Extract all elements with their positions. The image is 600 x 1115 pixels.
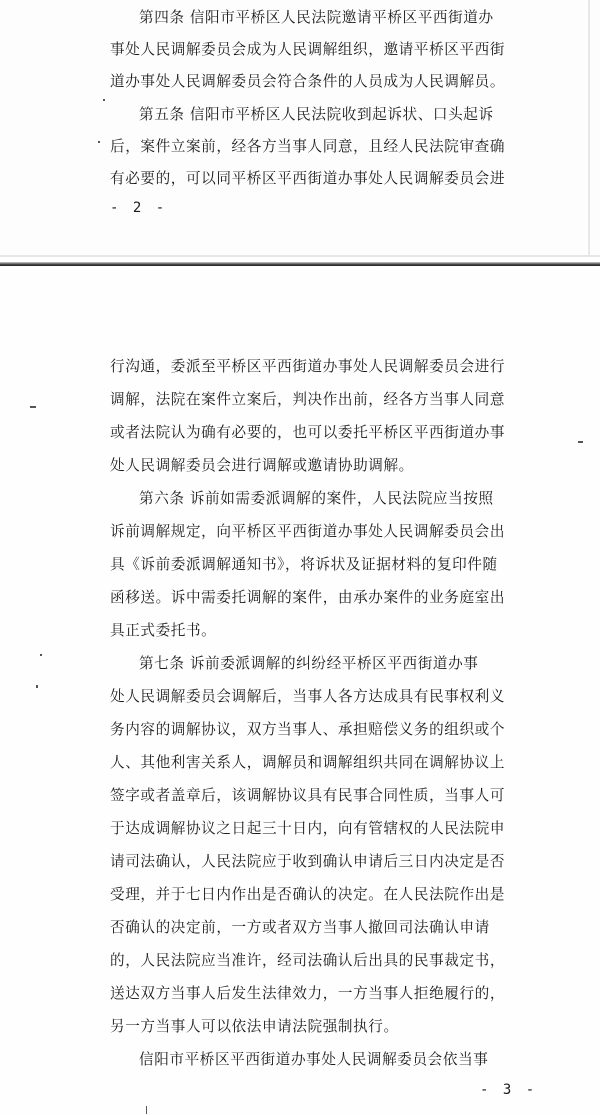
text-line: 受理，并于七日内作出是否确认的决定。在人民法院作出是 bbox=[110, 886, 506, 903]
text-line: 具《诉前委派调解通知书》，将诉状及证据材料的复印件随 bbox=[110, 556, 498, 573]
page-3-body bbox=[110, 350, 532, 1076]
page-separator bbox=[0, 255, 600, 266]
text-line: 后，案件立案前，经各方当事人同意，且经人民法院审查确 bbox=[110, 137, 506, 155]
text-line: 处人民调解委员会进行调解或邀请协助调解。 bbox=[110, 457, 414, 474]
document-page-3 bbox=[0, 266, 600, 1115]
page-2-body bbox=[110, 2, 532, 195]
text-line: 事处人民调解委员会成为人民调解组织，邀请平桥区平西街 bbox=[110, 41, 506, 59]
text-line: 调解，法院在案件立案后，判决作出前，经各方当事人同意 bbox=[110, 391, 506, 408]
scan-speck bbox=[36, 685, 38, 688]
text-line: 人、其他利害关系人，调解员和调解组织共同在调解协议上 bbox=[110, 754, 506, 771]
scan-speck bbox=[146, 1106, 147, 1114]
text-line: 请司法确认，人民法院应于收到确认申请后三日内决定是否 bbox=[110, 853, 506, 870]
scan-speck bbox=[98, 141, 100, 143]
text-line: 或者法院认为确有必要的，也可以委托平桥区平西街道办事 bbox=[110, 424, 506, 441]
text-line: 否确认的决定前，一方或者双方当事人撤回司法确认申请 bbox=[110, 919, 490, 936]
text-line: 道办事处人民调解委员会符合条件的人员成为人民调解员。 bbox=[110, 73, 506, 91]
text-line: 处人民调解委员会调解后，当事人各方达成具有民事权利义 bbox=[110, 688, 506, 705]
text-line: 的，人民法院应当准许，经司法确认后出具的民事裁定书， bbox=[110, 952, 506, 969]
text-line: 信阳市平桥区平西街道办事处人民调解委员会依当事 bbox=[139, 1051, 489, 1068]
text-line: 具正式委托书。 bbox=[110, 622, 217, 639]
text-line: 送达双方当事人后发生法律效力，一方当事人拒绝履行的， bbox=[110, 985, 506, 1002]
text-line: 第六条 诉前如需委派调解的案件，人民法院应当按照 bbox=[139, 490, 494, 507]
scan-speck bbox=[578, 441, 583, 443]
text-line: 诉前调解规定，向平桥区平西街道办事处人民调解委员会出 bbox=[110, 523, 506, 540]
text-line: 签字或者盖章后，该调解协议具有民事合同性质，当事人可 bbox=[110, 787, 506, 804]
scan-speck bbox=[103, 99, 105, 101]
text-line: 务内容的调解协议，双方当事人、承担赔偿义务的组织或个 bbox=[110, 721, 506, 738]
text-line: 第四条 信阳市平桥区人民法院邀请平桥区平西街道办 bbox=[139, 9, 494, 26]
text-line: 另一方当事人可以依法申请法院强制执行。 bbox=[110, 1018, 399, 1035]
page-number: - 3 - bbox=[480, 1082, 538, 1098]
text-line: 第五条 信阳市平桥区人民法院收到起诉状、口头起诉 bbox=[139, 105, 494, 123]
scan-speck bbox=[30, 406, 36, 408]
page-edge-shadow bbox=[588, 0, 590, 255]
page-number: - 2 - bbox=[110, 200, 168, 216]
scan-speck bbox=[40, 654, 42, 656]
text-line: 行沟通，委派至平桥区平西街道办事处人民调解委员会进行 bbox=[110, 358, 506, 375]
text-line: 函移送。诉中需委托调解的案件，由承办案件的业务庭室出 bbox=[110, 589, 506, 606]
text-line: 第七条 诉前委派调解的纠纷经平桥区平西街道办事 bbox=[139, 655, 479, 672]
document-page-2 bbox=[0, 0, 600, 255]
text-line: 有必要的，可以同平桥区平西街道办事处人民调解委员会进 bbox=[110, 169, 506, 187]
text-line: 于达成调解协议之日起三十日内，向有管辖权的人民法院申 bbox=[110, 820, 506, 837]
